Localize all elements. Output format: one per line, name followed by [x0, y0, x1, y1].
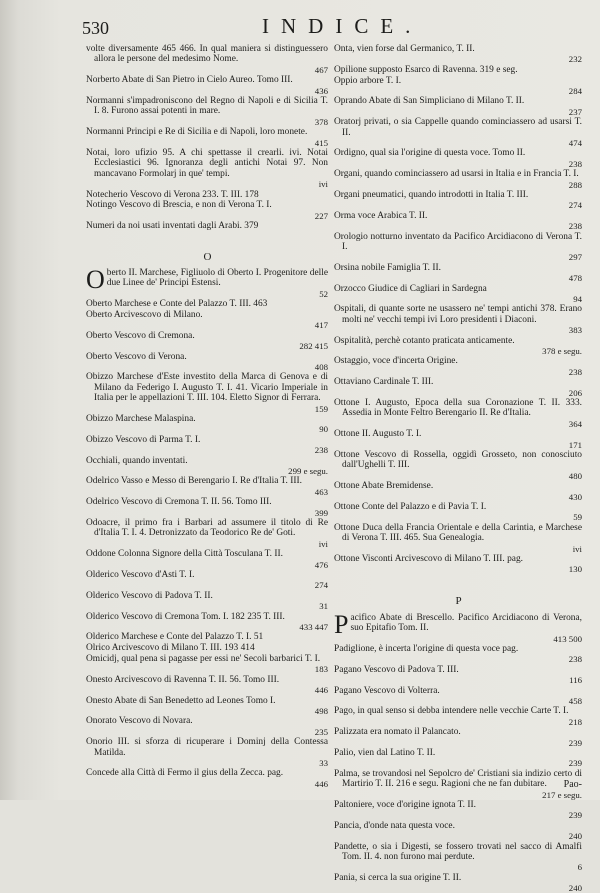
index-entry: Ordigno, qual sia l'origine di questa voce. Tomo II. 238 [334, 148, 582, 169]
index-entry: Ottone Visconti Arcivescovo di Milano T. III. pag. 130 [334, 553, 582, 575]
index-entry-first: Oberto II. Marchese, Figliuolo di Oberto I. Progenitore delle due Linee de' Principi Estensi. 52 [86, 265, 328, 299]
index-entry: Ottone Vescovo di Rossella, oggidì Grosseto, non conosciuto dall'Ughelli T. III. 480 [334, 449, 582, 481]
index-entry: Olrico Arcivescovo di Milano T. III. 193 414 [86, 643, 255, 654]
index-entry: Olderico Marchese e Conte del Palazzo T. I. 51 [86, 632, 264, 643]
index-entry: Onesto Abate di San Benedetto ad Leones Tomo I. 498 [86, 695, 328, 716]
page-header [82, 14, 582, 40]
index-entry-first: Pacifico Abate di Brescello. Pacifico Arcidiacono di Verona, suo Epitafio Tom. II. 413 500 [334, 609, 582, 644]
section-letter-o: O [203, 250, 213, 263]
index-entry: Odelrico Vasso e Messo di Berengario I. Re d'Italia T. III. 463 [86, 476, 328, 497]
index-entry: Ostaggio, voce d'incerta Origine. 238 [334, 356, 582, 377]
index-entry: Norberto Abate di San Pietro in Cielo Aureo. Tomo III. 436 [86, 75, 328, 96]
index-entry: Ottone I. Augusto, Epoca della sua Coronazione T. II. 333. Assedia in Monte Feltro Berengario II. Re d'Italia. 364 [334, 397, 582, 429]
index-entry: Organi, quando cominciassero ad usarsi in Italia e in Francia T. I. 288 [334, 169, 582, 190]
index-entry: Opilione supposto Esarco di Ravenna. 319 e seg. [334, 64, 518, 75]
index-entry: Onta, vien forse dal Germanico, T. II. 232 [334, 44, 582, 65]
index-entry: Ottone II. Augusto T. I. 171 [334, 429, 582, 450]
index-entry: Notai, loro ufizio 95. A chi spettasse il crearli. ivi. Notai Ecclesiastici 96. Ignoranza degli antichi Notai 97. Non mancavano Formolarj in que' tempi. ivi [86, 148, 328, 190]
drop-cap: O [86, 265, 105, 295]
index-entry: Oberto Marchese e Conte del Palazzo T. III. 463 [86, 299, 268, 310]
index-entry: Ottone Conte del Palazzo e di Pavia T. I. 59 [334, 501, 582, 523]
index-entry: Ottaviano Cardinale T. III. 206 [334, 377, 582, 398]
drop-cap: P [334, 609, 349, 639]
index-entry: Numeri da noi usati inventati dagli Arabi. 379 [86, 221, 259, 232]
index-entry: Ottone Abate Bremidense. 430 [334, 481, 582, 502]
index-entry: Pania, si cerca la sua origine T. II. 240 [334, 872, 582, 893]
section-letter-p: P [455, 595, 463, 608]
index-entry: Orsina nobile Famiglia T. II. 478 [334, 262, 582, 284]
index-entry: Concede alla Città di Fermo il gius della Zecca. pag. 446 [86, 768, 328, 789]
index-entry: Notingo Vescovo di Brescia, e non di Verona T. I. 227 [86, 200, 328, 221]
index-entry: Obizzo Marchese d'Este investito della Marca di Genova e di Milano da Federigo I. Augusto T. I. 41. Vicario Imperiale in Italia per le appellazioni T. III. 104. Eletto Signor di Ferrara. 159 [86, 372, 328, 414]
index-entry: Palizzata era nomato il Palancato. 239 [334, 727, 582, 748]
index-entry: Orologio notturno inventato da Pacifico Arcidiacono di Verona T. I. 297 [334, 231, 582, 263]
index-entry: Palio, vien dal Latino T. II. 239 [334, 747, 582, 769]
entries-p-group [334, 609, 584, 893]
index-entry: Obizzo Vescovo di Parma T. I. 238 [86, 434, 328, 456]
index-entry: Pagano Vescovo di Volterra. 458 [334, 685, 582, 706]
right-column [334, 44, 584, 893]
index-entry: Oberto Vescovo di Cremona. 282 415 [86, 330, 328, 352]
index-entry: Pandette, o sia i Digesti, se fossero trovati nel sacco di Amalfi Tom. II. 4. non furono mai perdute. 6 [334, 841, 582, 873]
index-entry: Oberto Arcivescovo di Milano. 417 [86, 310, 328, 331]
index-entry: Odoacre, il primo fra i Barbari ad assumere il titolo di Re d'Italia T. I. 4. Detronizzato da Teodorico Re de' Goti. ivi [86, 518, 328, 549]
page-number: 530 [82, 18, 109, 38]
index-entry: Notecherio Vescovo di Verona 233. T. III. 178 [86, 189, 259, 200]
index-entry: Normanni s'impadroniscono del Regno di Napoli e di Sicilia T. I. 8. Furono assai potenti in mare. 378 [86, 96, 328, 127]
index-entry: Paltoniere, voce d'origine ignota T. II. 239 [334, 799, 582, 821]
index-entry: Pancia, d'onde nata questa voce. 240 [334, 820, 582, 842]
index-entry: Palma, se trovandosi nel Sepolcro de' Cristiani sia indizio certo di Martirio T. II. 216 e segu. Ragioni che ne fan dubitare. 217 e segu. [334, 768, 582, 800]
index-entry: Padiglione, è incerta l'origine di questa voce pag. 238 [334, 643, 582, 665]
index-entry: Onorio III. si sforza di ricuperare i Dominj della Contessa Matilda. 33 [86, 737, 328, 768]
index-entry: Oddone Colonna Signore della Città Tosculana T. II. 476 [86, 549, 328, 570]
index-entry: Orzocco Giudice di Cagliari in Sardegna 94 [334, 283, 582, 304]
index-entry: volte diversamente 465 466. In qual maniera si distinguessero allora le persone del medesimo Nome. 467 [86, 44, 328, 75]
index-entry: Orma voce Arabica T. II. 238 [334, 210, 582, 232]
index-entry: Onesto Arcivescovo di Ravenna T. II. 56. Tomo III. 446 [86, 674, 328, 696]
index-entry: Ospitalità, perchè cotanto praticata anticamente. 378 e segu. [334, 335, 582, 356]
index-entry: Ospitali, di quante sorte ne usassero ne' tempi antichi 378. Erano molti ne' vecchi tempi ivi Loro presidenti i Diaconi. 383 [334, 304, 582, 336]
index-entry: Pago, in qual senso si debba intendere nelle vecchie Carte T. I. 218 [334, 706, 582, 727]
left-column [86, 44, 330, 789]
page-title: INDICE. [262, 14, 423, 38]
index-entry: Obizzo Marchese Malaspina. 90 [86, 414, 328, 435]
index-entry: Oprando Abate di San Simpliciano di Milano T. II. 237 [334, 96, 582, 117]
entries-o-cont-group [334, 44, 584, 574]
index-entry: Ottone Duca della Francia Orientale e della Carintia, e Marchese di Verona T. III. 465. Sua Genealogia. ivi [334, 522, 582, 554]
index-entry: Olderico Vescovo d'Asti T. I. 274 [86, 570, 328, 591]
index-entry: Omicidj, qual pena si pagasse per essi ne' Secoli barbarici T. I. 183 [86, 653, 328, 675]
index-entry: Oppio arbore T. I. 284 [334, 75, 582, 96]
index-entry: Olderico Vescovo di Cremona Tom. I. 182 235 T. III. 433 447 [86, 611, 328, 632]
entries-o-group [86, 265, 330, 789]
index-entry: Olderico Vescovo di Padova T. II. 31 [86, 590, 328, 612]
entries-n-group [86, 44, 330, 232]
index-entry: Oratorj privati, o sia Cappelle quando cominciassero ad usarsi T. II. 474 [334, 117, 582, 148]
index-entry: Occhiali, quando inventati. 299 e segu. [86, 455, 328, 477]
index-entry: Normanni Principi e Re di Sicilia e di Napoli, loro monete. 415 [86, 127, 328, 148]
index-entry: Organi pneumatici, quando introdotti in Italia T. III. 274 [334, 189, 582, 211]
index-entry: Oberto Vescovo di Verona. 408 [86, 351, 328, 373]
index-entry: Pagano Vescovo di Padova T. III. 116 [334, 664, 582, 686]
index-entry: Onorato Vescovo di Novara. 235 [86, 716, 328, 737]
catchword: Pao- [563, 779, 582, 790]
index-entry: Odelrico Vescovo di Cremona T. II. 56. Tomo III. 399 [86, 497, 328, 518]
